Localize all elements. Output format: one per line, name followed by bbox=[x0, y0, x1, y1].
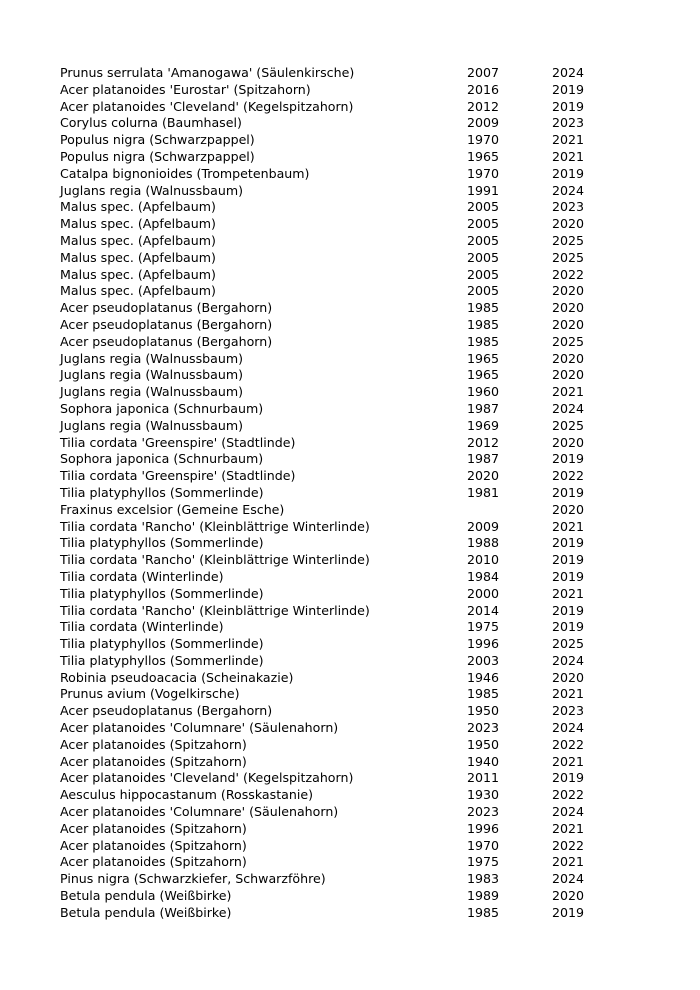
tree-name-cell: Acer platanoides (Spitzahorn) bbox=[60, 837, 247, 853]
tree-name-cell: Fraxinus excelsior (Gemeine Esche) bbox=[60, 501, 285, 517]
year-planted-cell: 1985 bbox=[467, 316, 500, 332]
table-row bbox=[60, 754, 612, 771]
table-row bbox=[60, 65, 612, 82]
year-planted-cell: 2005 bbox=[467, 283, 500, 299]
tree-name-cell: Acer platanoides 'Cleveland' (Kegelspitzahorn) bbox=[60, 98, 354, 114]
year-checked-cell: 2019 bbox=[552, 81, 585, 97]
tree-name-cell: Prunus serrulata 'Amanogawa' (Säulenkirsche) bbox=[60, 65, 355, 80]
year-planted-cell: 1996 bbox=[467, 820, 500, 836]
year-planted-cell: 2011 bbox=[467, 770, 500, 786]
table-row bbox=[60, 317, 612, 334]
year-planted-cell: 2020 bbox=[467, 468, 500, 484]
tree-name-cell: Tilia platyphyllos (Sommerlinde) bbox=[60, 652, 264, 668]
year-checked-cell: 2020 bbox=[552, 216, 585, 232]
year-checked-cell: 2024 bbox=[552, 182, 585, 198]
tree-name-cell: Betula pendula (Weißbirke) bbox=[60, 888, 232, 904]
table-row bbox=[60, 686, 612, 703]
year-planted-cell: 1988 bbox=[467, 535, 500, 551]
year-planted-cell: 2014 bbox=[467, 602, 500, 618]
table-row bbox=[60, 603, 612, 620]
year-checked-cell: 2021 bbox=[552, 820, 585, 836]
table-row bbox=[60, 653, 612, 670]
year-checked-cell: 2024 bbox=[552, 400, 585, 416]
year-checked-cell: 2019 bbox=[552, 552, 585, 568]
table-row bbox=[60, 384, 612, 401]
year-checked-cell: 2020 bbox=[552, 367, 585, 383]
table-row bbox=[60, 132, 612, 149]
table-row bbox=[60, 586, 612, 603]
table-row bbox=[60, 821, 612, 838]
table-row bbox=[60, 804, 612, 821]
tree-name-cell: Acer platanoides (Spitzahorn) bbox=[60, 820, 247, 836]
table-row bbox=[60, 166, 612, 183]
year-checked-cell: 2024 bbox=[552, 720, 585, 736]
table-row bbox=[60, 199, 612, 216]
year-planted-cell: 1965 bbox=[467, 350, 500, 366]
year-planted-cell: 1960 bbox=[467, 384, 500, 400]
tree-name-cell: Tilia cordata 'Greenspire' (Stadtlinde) bbox=[60, 434, 296, 450]
tree-name-cell: Tilia platyphyllos (Sommerlinde) bbox=[60, 484, 264, 500]
year-planted-cell: 2012 bbox=[467, 98, 500, 114]
tree-name-cell: Acer platanoides (Spitzahorn) bbox=[60, 736, 247, 752]
table-row bbox=[60, 519, 612, 536]
table-row bbox=[60, 670, 612, 687]
table-row bbox=[60, 905, 612, 922]
year-planted-cell: 1969 bbox=[467, 417, 500, 433]
year-planted-cell: 1950 bbox=[467, 736, 500, 752]
year-planted-cell: 1989 bbox=[467, 888, 500, 904]
year-planted-cell: 2003 bbox=[467, 652, 500, 668]
year-checked-cell: 2021 bbox=[552, 384, 585, 400]
year-checked-cell: 2019 bbox=[552, 770, 585, 786]
table-row bbox=[60, 233, 612, 250]
tree-name-cell: Robinia pseudoacacia (Scheinakazie) bbox=[60, 669, 294, 685]
table-row bbox=[60, 535, 612, 552]
table-row bbox=[60, 552, 612, 569]
tree-name-cell: Malus spec. (Apfelbaum) bbox=[60, 232, 216, 248]
year-checked-cell: 2019 bbox=[552, 165, 585, 181]
year-checked-cell: 2025 bbox=[552, 232, 585, 248]
tree-name-cell: Juglans regia (Walnussbaum) bbox=[60, 182, 244, 198]
table-row bbox=[60, 115, 612, 132]
table-row bbox=[60, 351, 612, 368]
year-checked-cell: 2021 bbox=[552, 686, 585, 702]
table-row bbox=[60, 787, 612, 804]
year-planted-cell bbox=[467, 502, 552, 519]
table-row bbox=[60, 720, 612, 737]
year-planted-cell: 1996 bbox=[467, 636, 500, 652]
year-checked-cell: 2024 bbox=[552, 65, 585, 80]
year-planted-cell: 1975 bbox=[467, 854, 500, 870]
tree-name-cell: Populus nigra (Schwarzpappel) bbox=[60, 148, 255, 164]
table-row bbox=[60, 888, 612, 905]
tree-table-body bbox=[60, 65, 612, 922]
tree-name-cell: Sophora japonica (Schnurbaum) bbox=[60, 400, 264, 416]
year-checked-cell: 2020 bbox=[552, 283, 585, 299]
table-row bbox=[60, 435, 612, 452]
year-planted-cell: 1981 bbox=[467, 484, 500, 500]
tree-name-cell: Malus spec. (Apfelbaum) bbox=[60, 283, 216, 299]
year-checked-cell: 2022 bbox=[552, 736, 585, 752]
table-row bbox=[60, 468, 612, 485]
year-checked-cell: 2022 bbox=[552, 266, 585, 282]
year-planted-cell: 2023 bbox=[467, 804, 500, 820]
tree-name-cell: Tilia cordata (Winterlinde) bbox=[60, 568, 224, 584]
table-row bbox=[60, 216, 612, 233]
table-row bbox=[60, 183, 612, 200]
table-row bbox=[60, 283, 612, 300]
table-row bbox=[60, 149, 612, 166]
year-planted-cell: 2005 bbox=[467, 199, 500, 215]
table-row bbox=[60, 451, 612, 468]
year-planted-cell: 1991 bbox=[467, 182, 500, 198]
year-checked-cell: 2019 bbox=[552, 535, 585, 551]
tree-name-cell: Acer platanoides 'Columnare' (Säulenahorn) bbox=[60, 720, 339, 736]
table-row bbox=[60, 367, 612, 384]
tree-name-cell: Malus spec. (Apfelbaum) bbox=[60, 249, 216, 265]
table-row bbox=[60, 82, 612, 99]
year-checked-cell: 2025 bbox=[552, 417, 585, 433]
year-checked-cell: 2020 bbox=[552, 669, 585, 685]
year-planted-cell: 1984 bbox=[467, 568, 500, 584]
year-planted-cell: 2000 bbox=[467, 585, 500, 601]
tree-name-cell: Juglans regia (Walnussbaum) bbox=[60, 367, 244, 383]
year-planted-cell: 2012 bbox=[467, 434, 500, 450]
tree-name-cell: Juglans regia (Walnussbaum) bbox=[60, 417, 244, 433]
tree-name-cell: Tilia platyphyllos (Sommerlinde) bbox=[60, 535, 264, 551]
year-checked-cell: 2020 bbox=[552, 501, 585, 517]
table-row bbox=[60, 770, 612, 787]
year-checked-cell: 2024 bbox=[552, 804, 585, 820]
year-planted-cell: 1946 bbox=[467, 669, 500, 685]
year-planted-cell: 2009 bbox=[467, 518, 500, 534]
year-planted-cell: 2005 bbox=[467, 216, 500, 232]
table-row bbox=[60, 838, 612, 855]
year-checked-cell: 2020 bbox=[552, 350, 585, 366]
year-planted-cell: 1987 bbox=[467, 400, 500, 416]
table-row bbox=[60, 854, 612, 871]
year-planted-cell: 1950 bbox=[467, 703, 500, 719]
tree-name-cell: Sophora japonica (Schnurbaum) bbox=[60, 451, 264, 467]
year-planted-cell: 2016 bbox=[467, 81, 500, 97]
year-checked-cell: 2021 bbox=[552, 753, 585, 769]
year-planted-cell: 2023 bbox=[467, 720, 500, 736]
tree-name-cell: Acer pseudoplatanus (Bergahorn) bbox=[60, 316, 273, 332]
tree-name-cell: Juglans regia (Walnussbaum) bbox=[60, 350, 244, 366]
year-planted-cell: 2005 bbox=[467, 249, 500, 265]
year-planted-cell: 1985 bbox=[467, 300, 500, 316]
year-checked-cell: 2020 bbox=[552, 316, 585, 332]
year-planted-cell: 2005 bbox=[467, 232, 500, 248]
year-checked-cell: 2019 bbox=[552, 602, 585, 618]
year-checked-cell: 2025 bbox=[552, 333, 585, 349]
year-checked-cell: 2019 bbox=[552, 484, 585, 500]
year-checked-cell: 2019 bbox=[552, 904, 585, 920]
tree-name-cell: Tilia platyphyllos (Sommerlinde) bbox=[60, 636, 264, 652]
table-row bbox=[60, 871, 612, 888]
tree-name-cell: Acer platanoides 'Cleveland' (Kegelspitzahorn) bbox=[60, 770, 354, 786]
year-checked-cell: 2021 bbox=[552, 132, 585, 148]
tree-name-cell: Acer platanoides (Spitzahorn) bbox=[60, 753, 247, 769]
year-checked-cell: 2024 bbox=[552, 652, 585, 668]
table-row bbox=[60, 636, 612, 653]
tree-name-cell: Acer pseudoplatanus (Bergahorn) bbox=[60, 300, 273, 316]
table-row bbox=[60, 703, 612, 720]
tree-name-cell: Juglans regia (Walnussbaum) bbox=[60, 384, 244, 400]
table-row bbox=[60, 569, 612, 586]
year-checked-cell: 2022 bbox=[552, 837, 585, 853]
year-checked-cell: 2020 bbox=[552, 434, 585, 450]
tree-name-cell: Populus nigra (Schwarzpappel) bbox=[60, 132, 255, 148]
tree-name-cell: Malus spec. (Apfelbaum) bbox=[60, 216, 216, 232]
tree-name-cell: Acer pseudoplatanus (Bergahorn) bbox=[60, 333, 273, 349]
year-planted-cell: 1970 bbox=[467, 132, 500, 148]
table-row bbox=[60, 737, 612, 754]
year-planted-cell: 2005 bbox=[467, 266, 500, 282]
year-planted-cell: 2009 bbox=[467, 115, 500, 131]
year-checked-cell: 2022 bbox=[552, 787, 585, 803]
year-planted-cell: 2010 bbox=[467, 552, 500, 568]
year-planted-cell: 1985 bbox=[467, 904, 500, 920]
year-planted-cell: 1985 bbox=[467, 686, 500, 702]
year-planted-cell: 1965 bbox=[467, 148, 500, 164]
tree-name-cell: Corylus colurna (Baumhasel) bbox=[60, 115, 242, 131]
year-planted-cell: 1965 bbox=[467, 367, 500, 383]
year-checked-cell: 2019 bbox=[552, 451, 585, 467]
year-planted-cell: 2007 bbox=[467, 65, 500, 80]
tree-name-cell: Tilia cordata 'Rancho' (Kleinblättrige Winterlinde) bbox=[60, 518, 370, 534]
year-planted-cell: 1940 bbox=[467, 753, 500, 769]
table-row bbox=[60, 619, 612, 636]
tree-name-cell: Acer platanoides (Spitzahorn) bbox=[60, 854, 247, 870]
year-checked-cell: 2021 bbox=[552, 585, 585, 601]
year-checked-cell: 2020 bbox=[552, 888, 585, 904]
year-checked-cell: 2024 bbox=[552, 871, 585, 887]
table-row bbox=[60, 401, 612, 418]
year-checked-cell: 2023 bbox=[552, 703, 585, 719]
table-row bbox=[60, 99, 612, 116]
tree-name-cell: Malus spec. (Apfelbaum) bbox=[60, 266, 216, 282]
tree-table bbox=[60, 65, 612, 922]
year-checked-cell: 2022 bbox=[552, 468, 585, 484]
year-checked-cell: 2023 bbox=[552, 199, 585, 215]
year-planted-cell: 1985 bbox=[467, 333, 500, 349]
year-checked-cell: 2025 bbox=[552, 636, 585, 652]
tree-name-cell: Malus spec. (Apfelbaum) bbox=[60, 199, 216, 215]
table-row bbox=[60, 502, 612, 519]
year-checked-cell: 2021 bbox=[552, 518, 585, 534]
tree-name-cell: Tilia cordata 'Greenspire' (Stadtlinde) bbox=[60, 468, 296, 484]
year-planted-cell: 1975 bbox=[467, 619, 500, 635]
year-checked-cell: 2020 bbox=[552, 300, 585, 316]
year-checked-cell: 2019 bbox=[552, 98, 585, 114]
table-row bbox=[60, 418, 612, 435]
table-row bbox=[60, 334, 612, 351]
year-checked-cell: 2025 bbox=[552, 249, 585, 265]
table-row bbox=[60, 250, 612, 267]
tree-name-cell: Aesculus hippocastanum (Rosskastanie) bbox=[60, 787, 313, 803]
year-planted-cell: 1930 bbox=[467, 787, 500, 803]
year-checked-cell: 2019 bbox=[552, 619, 585, 635]
year-checked-cell: 2021 bbox=[552, 854, 585, 870]
tree-name-cell: Tilia platyphyllos (Sommerlinde) bbox=[60, 585, 264, 601]
year-planted-cell: 1970 bbox=[467, 837, 500, 853]
tree-name-cell: Prunus avium (Vogelkirsche) bbox=[60, 686, 240, 702]
tree-name-cell: Tilia cordata 'Rancho' (Kleinblättrige Winterlinde) bbox=[60, 552, 370, 568]
tree-name-cell: Tilia cordata (Winterlinde) bbox=[60, 619, 224, 635]
tree-name-cell: Acer pseudoplatanus (Bergahorn) bbox=[60, 703, 273, 719]
tree-name-cell: Catalpa bignonioides (Trompetenbaum) bbox=[60, 165, 310, 181]
year-planted-cell: 1983 bbox=[467, 871, 500, 887]
tree-name-cell: Acer platanoides 'Columnare' (Säulenahorn) bbox=[60, 804, 339, 820]
year-checked-cell: 2023 bbox=[552, 115, 585, 131]
table-row bbox=[60, 267, 612, 284]
table-row bbox=[60, 300, 612, 317]
year-checked-cell: 2021 bbox=[552, 148, 585, 164]
tree-name-cell: Pinus nigra (Schwarzkiefer, Schwarzföhre) bbox=[60, 871, 326, 887]
tree-name-cell: Betula pendula (Weißbirke) bbox=[60, 904, 232, 920]
tree-name-cell: Tilia cordata 'Rancho' (Kleinblättrige Winterlinde) bbox=[60, 602, 370, 618]
table-row bbox=[60, 485, 612, 502]
tree-name-cell: Acer platanoides 'Eurostar' (Spitzahorn) bbox=[60, 81, 311, 97]
year-planted-cell: 1987 bbox=[467, 451, 500, 467]
year-checked-cell: 2019 bbox=[552, 568, 585, 584]
year-planted-cell: 1970 bbox=[467, 165, 500, 181]
